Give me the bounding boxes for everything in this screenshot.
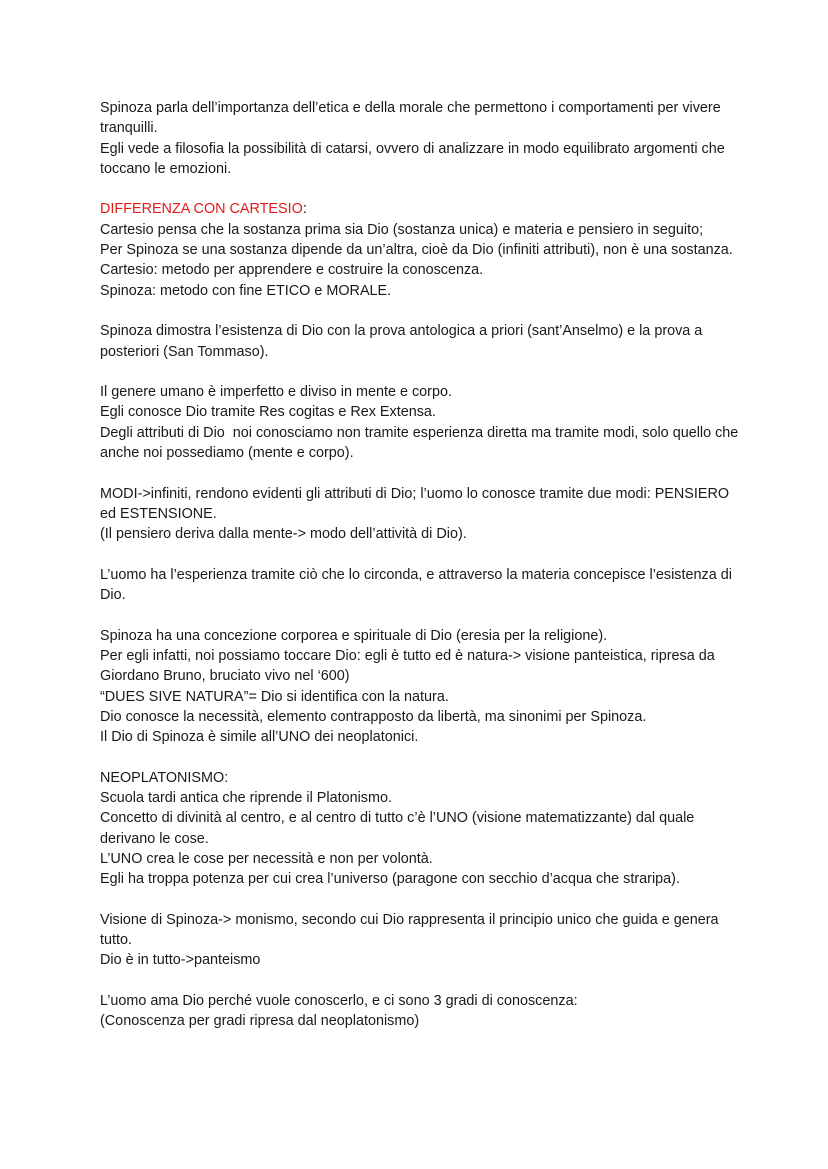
text-line: Visione di Spinoza-> monismo, secondo cui Dio rappresenta il principio unico che guida e genera tutto. (100, 911, 723, 949)
text-line: “DUES SIVE NATURA”= Dio si identifica con la natura. (100, 688, 449, 705)
text-line: Dio è in tutto->panteismo (100, 952, 261, 969)
text-line: Scuola tardi antica che riprende il Platonismo. (100, 790, 392, 807)
document-page (100, 98, 743, 1052)
text-line: L’uomo ama Dio perché vuole conoscerlo, e ci sono 3 gradi di conoscenza: (100, 993, 578, 1010)
paragraph-prova (100, 321, 740, 362)
text-line: MODI->infiniti, rendono evidenti gli attributi di Dio; l’uomo lo conosce tramite due modi: PENSIERO ed ESTENSIONE. (100, 485, 734, 522)
text-line: L’uomo ha l’esperienza tramite ciò che lo circonda, e attraverso la materia concepisce l’esistenza di Dio. (100, 566, 736, 604)
paragraph-modi (100, 484, 740, 545)
text-line: (Conoscenza per gradi ripresa dal neoplatonismo) (100, 1013, 420, 1030)
text-line: Spinoza: metodo con fine ETICO e MORALE. (100, 282, 392, 299)
text-line: Egli vede a filosofia la possibilità di catarsi, ovvero di analizzare in modo equilibrato argomenti che toccano le emozioni. (100, 140, 729, 177)
paragraph-esperienza (100, 565, 740, 606)
paragraph-differenza-cartesio (100, 199, 740, 300)
text-line: Egli ha troppa potenza per cui crea l’universo (paragone con secchio d’acqua che straripa). (100, 871, 680, 888)
text-line: Spinoza ha una concezione corporea e spirituale di Dio (eresia per la religione). (100, 627, 608, 644)
paragraph-neoplatonismo (100, 768, 740, 890)
text-line: Cartesio: metodo per apprendere e costruire la conoscenza. (100, 262, 484, 279)
text-line: Per egli infatti, noi possiamo toccare Dio: egli è tutto ed è natura-> visione panteistica, ripresa da Giordano Bruno, bruciato vivo nel ‘600) (100, 648, 719, 685)
heading-colon: : (302, 201, 307, 218)
text-line: Degli attributi di Dio noi conosciamo non tramite esperienza diretta ma tramite modi, solo quello che anche noi possediamo (mente e corpo). (100, 424, 743, 462)
text-line: Concetto di divinità al centro, e al centro di tutto c’è l’UNO (visione matematizzante) dal quale derivano le cose. (100, 810, 699, 847)
text-line: Per Spinoza se una sostanza dipende da un’altra, cioè da Dio (infiniti attributi), non è una sostanza. (100, 242, 733, 259)
paragraph-concezione (100, 626, 740, 748)
text-line: Cartesio pensa che la sostanza prima sia Dio (sostanza unica) e materia e pensiero in seguito; (100, 221, 704, 238)
text-line: (Il pensiero deriva dalla mente-> modo dell’attività di Dio). (100, 526, 467, 543)
text-line: Egli conosce Dio tramite Res cogitas e Rex Extensa. (100, 404, 436, 421)
section-heading (100, 199, 740, 219)
paragraph-intro (100, 98, 740, 179)
paragraph-gradi-conoscenza (100, 991, 740, 1032)
text-line: Il genere umano è imperfetto e diviso in mente e corpo. (100, 384, 452, 401)
text-line: NEOPLATONISMO: (100, 769, 229, 786)
text-line: Dio conosce la necessità, elemento contrapposto da libertà, ma sinonimi per Spinoza. (100, 708, 647, 725)
paragraph-genere-umano (100, 382, 743, 463)
text-line: Spinoza dimostra l’esistenza di Dio con la prova antologica a priori (sant’Anselmo) e la prova a posteriori (San Tommaso). (100, 323, 707, 360)
heading-text: DIFFERENZA CON CARTESIO (100, 201, 303, 218)
text-line: Spinoza parla dell’importanza dell’etica e della morale che permettono i comportamenti per vivere tranquilli. (100, 100, 725, 137)
paragraph-monismo (100, 910, 740, 971)
text-line: L’UNO crea le cose per necessità e non per volontà. (100, 850, 433, 867)
text-line: Il Dio di Spinoza è simile all’UNO dei neoplatonici. (100, 729, 419, 746)
